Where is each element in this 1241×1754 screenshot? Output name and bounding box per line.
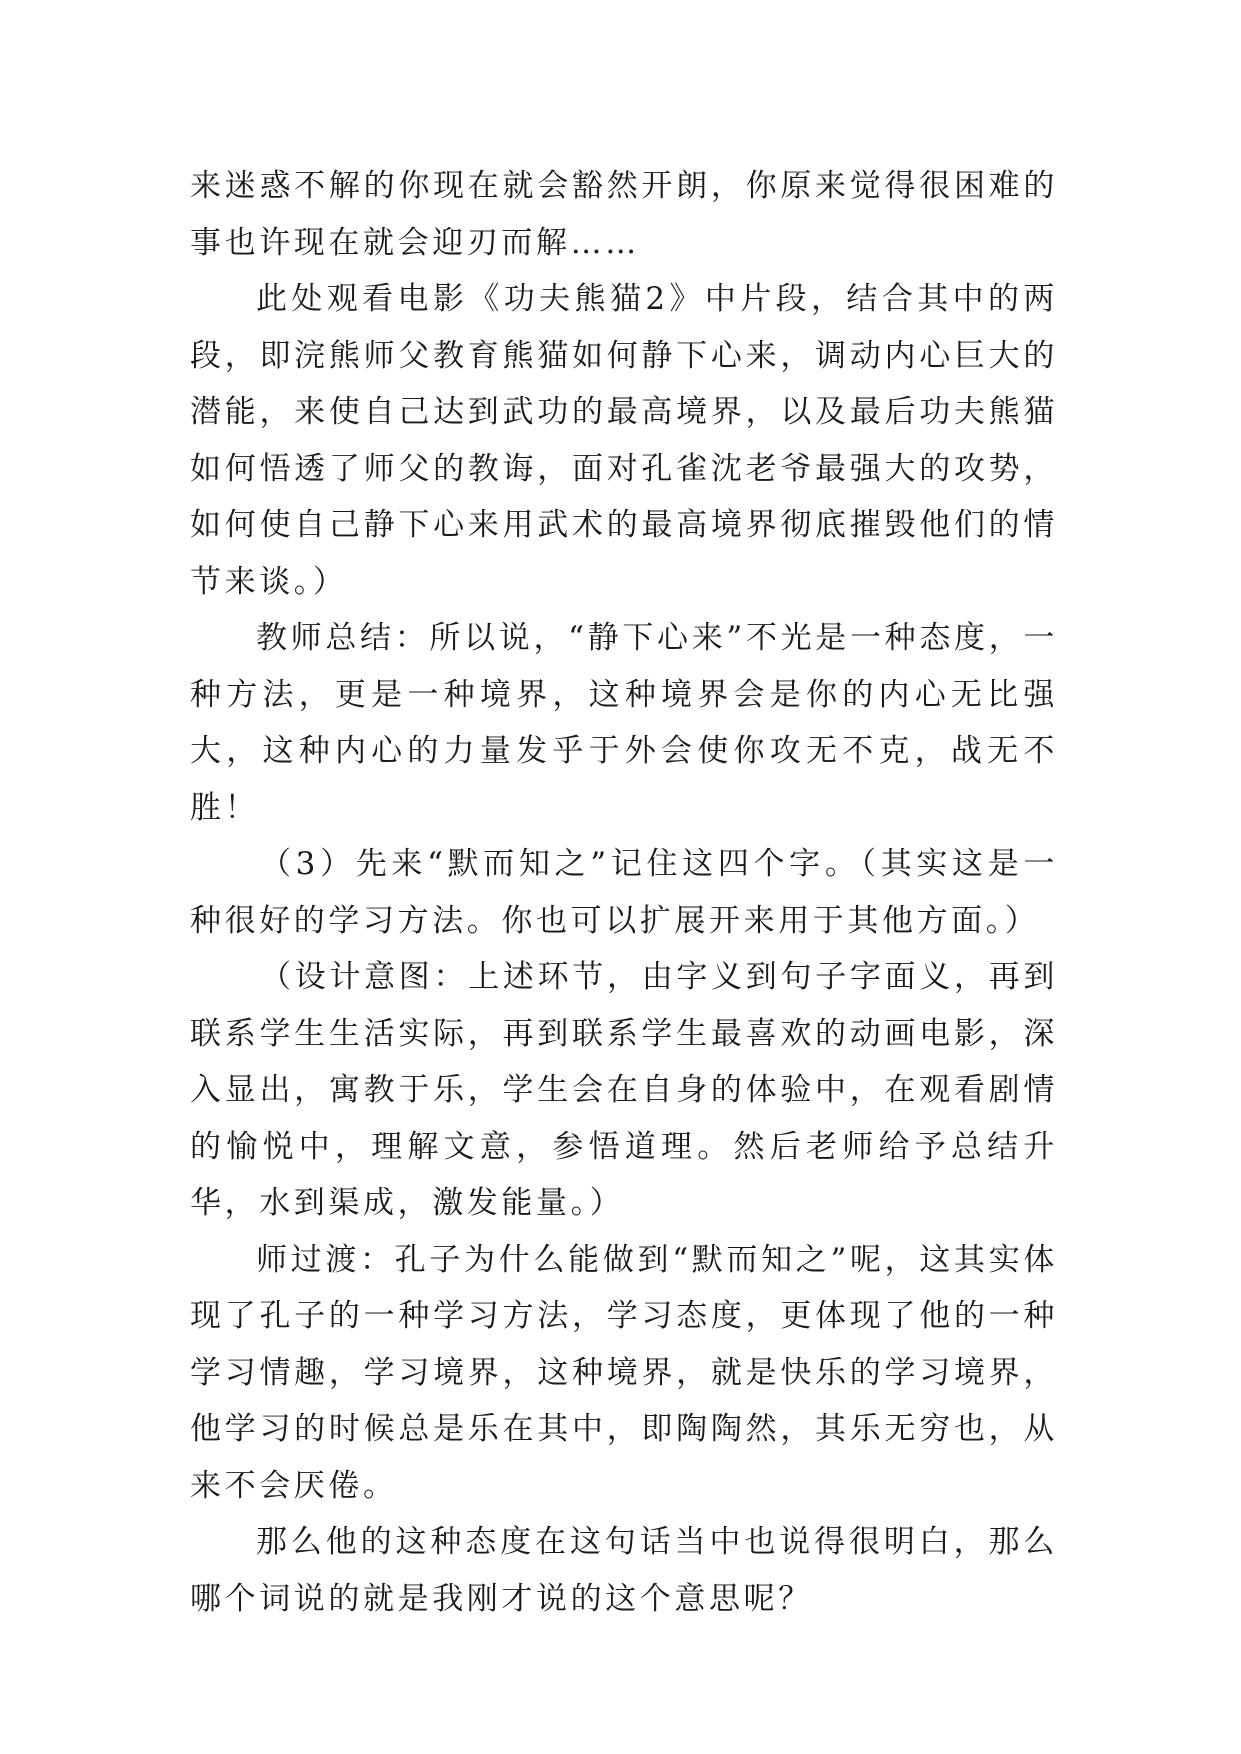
paragraph-question: 那么他的这种态度在这句话当中也说得很明白，那么哪个词说的就是我刚才说的这个意思呢？ [190, 1524, 1058, 1617]
paragraph-step-3: （3）先来“默而知之”记住这四个字。（其实这是一种很好的学习方法。你也可以扩展开来用于其他方面。） [190, 846, 1058, 939]
document-body [190, 158, 1058, 1627]
paragraph-transition: 师过渡：孔子为什么能做到“默而知之”呢，这其实体现了孔子的一种学习方法，学习态度，更体现了他的一种学习情趣，学习境界，这种境界，就是快乐的学习境界，他学习的时候总是乐在其中，即陶陶然，其乐无穷也，从来不会厌倦。 [190, 1241, 1058, 1504]
paragraph-design-intent: （设计意图：上述环节，由字义到句子字面义，再到联系学生生活实际，再到联系学生最喜欢的动画电影，深入显出，寓教于乐，学生会在自身的体验中，在观看剧情的愉悦中，理解文意，参悟道理。然后老师给予总结升华，水到渠成，激发能量。） [190, 959, 1058, 1221]
paragraph-continuation: 来迷惑不解的你现在就会豁然开朗，你原来觉得很困难的事也许现在就会迎刃而解…… [190, 168, 1058, 261]
paragraph-movie-clip: 此处观看电影《功夫熊猫2》中片段，结合其中的两段，即浣熊师父教育熊猫如何静下心来，调动内心巨大的潜能，来使自己达到武功的最高境界，以及最后功夫熊猫如何悟透了师父的教诲，面对孔雀沈老爷最强大的攻势，如何使自己静下心来用武术的最高境界彻底摧毁他们的情节来谈。） [190, 281, 1058, 600]
paragraph-teacher-summary: 教师总结：所以说，“静下心来”不光是一种态度，一种方法，更是一种境界，这种境界会是你的内心无比强大，这种内心的力量发乎于外会使你攻无不克，战无不胜！ [190, 620, 1058, 826]
